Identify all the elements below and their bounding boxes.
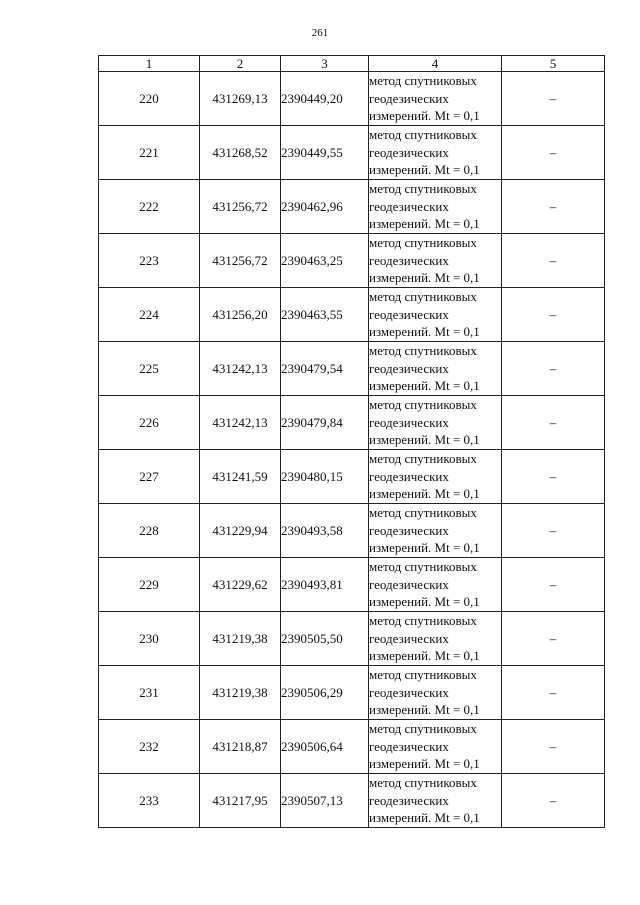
method-cell <box>369 126 502 180</box>
method-text-line: измерений. Mt = 0,1 <box>369 756 480 772</box>
method-text-line: метод спутниковых <box>369 397 477 413</box>
point-number-cell: 224 <box>99 288 200 342</box>
note-cell: – <box>502 558 605 612</box>
method-text-line: метод спутниковых <box>369 127 477 143</box>
note-cell: – <box>502 288 605 342</box>
x-coordinate-cell: 431268,52 <box>200 126 281 180</box>
table-row <box>99 234 605 288</box>
method-text-line: метод спутниковых <box>369 721 477 737</box>
point-number-cell: 226 <box>99 396 200 450</box>
method-text-line: метод спутниковых <box>369 289 477 305</box>
note-cell: – <box>502 72 605 126</box>
column-header-3: 3 <box>281 56 369 72</box>
note-cell: – <box>502 396 605 450</box>
point-number-cell: 220 <box>99 72 200 126</box>
method-text-line: измерений. Mt = 0,1 <box>369 162 480 178</box>
note-cell: – <box>502 180 605 234</box>
column-header-5: 5 <box>502 56 605 72</box>
method-text-line: измерений. Mt = 0,1 <box>369 378 480 394</box>
x-coordinate-cell: 431256,20 <box>200 288 281 342</box>
note-cell: – <box>502 774 605 828</box>
method-cell <box>369 774 502 828</box>
table-body <box>99 72 605 828</box>
method-cell <box>369 612 502 666</box>
table-row <box>99 396 605 450</box>
x-coordinate-cell: 431269,13 <box>200 72 281 126</box>
method-text-line: метод спутниковых <box>369 613 477 629</box>
table-row <box>99 450 605 504</box>
note-cell: – <box>502 612 605 666</box>
method-text-line: измерений. Mt = 0,1 <box>369 270 480 286</box>
method-cell <box>369 666 502 720</box>
note-cell: – <box>502 342 605 396</box>
x-coordinate-cell: 431229,94 <box>200 504 281 558</box>
note-cell: – <box>502 504 605 558</box>
method-text-line: геодезических <box>369 144 449 160</box>
method-text-line: метод спутниковых <box>369 343 477 359</box>
y-coordinate-cell: 2390449,55 <box>281 126 369 180</box>
y-coordinate-cell: 2390506,29 <box>281 666 369 720</box>
method-cell <box>369 72 502 126</box>
method-text-line: измерений. Mt = 0,1 <box>369 216 480 232</box>
y-coordinate-cell: 2390479,84 <box>281 396 369 450</box>
method-text-line: геодезических <box>369 360 449 376</box>
table-row <box>99 558 605 612</box>
point-number-cell: 231 <box>99 666 200 720</box>
method-text-line: геодезических <box>369 198 449 214</box>
point-number-cell: 223 <box>99 234 200 288</box>
method-text-line: измерений. Mt = 0,1 <box>369 540 480 556</box>
method-cell <box>369 504 502 558</box>
method-text-line: геодезических <box>369 684 449 700</box>
table-row <box>99 612 605 666</box>
y-coordinate-cell: 2390493,81 <box>281 558 369 612</box>
method-cell <box>369 450 502 504</box>
method-cell <box>369 558 502 612</box>
x-coordinate-cell: 431229,62 <box>200 558 281 612</box>
x-coordinate-cell: 431242,13 <box>200 396 281 450</box>
method-text-line: геодезических <box>369 738 449 754</box>
table-row <box>99 180 605 234</box>
table-row <box>99 72 605 126</box>
method-text-line: метод спутниковых <box>369 235 477 251</box>
x-coordinate-cell: 431219,38 <box>200 612 281 666</box>
x-coordinate-cell: 431219,38 <box>200 666 281 720</box>
method-text-line: измерений. Mt = 0,1 <box>369 648 480 664</box>
point-number-cell: 233 <box>99 774 200 828</box>
method-text-line: измерений. Mt = 0,1 <box>369 324 480 340</box>
method-text-line: геодезических <box>369 630 449 646</box>
method-text-line: измерений. Mt = 0,1 <box>369 486 480 502</box>
table-row <box>99 774 605 828</box>
method-text-line: метод спутниковых <box>369 667 477 683</box>
point-number-cell: 227 <box>99 450 200 504</box>
page-number: 261 <box>311 27 329 39</box>
table-row <box>99 720 605 774</box>
point-number-cell: 225 <box>99 342 200 396</box>
x-coordinate-cell: 431217,95 <box>200 774 281 828</box>
method-text-line: геодезических <box>369 522 449 538</box>
table-row <box>99 126 605 180</box>
note-cell: – <box>502 126 605 180</box>
method-text-line: геодезических <box>369 576 449 592</box>
table-row <box>99 666 605 720</box>
x-coordinate-cell: 431218,87 <box>200 720 281 774</box>
method-cell <box>369 342 502 396</box>
column-header-1: 1 <box>99 56 200 72</box>
table-row <box>99 288 605 342</box>
method-text-line: метод спутниковых <box>369 775 477 791</box>
y-coordinate-cell: 2390463,55 <box>281 288 369 342</box>
method-text-line: геодезических <box>369 468 449 484</box>
method-text-line: геодезических <box>369 252 449 268</box>
method-cell <box>369 396 502 450</box>
table-row <box>99 342 605 396</box>
method-text-line: геодезических <box>369 90 449 106</box>
x-coordinate-cell: 431256,72 <box>200 234 281 288</box>
y-coordinate-cell: 2390493,58 <box>281 504 369 558</box>
method-text-line: геодезических <box>369 306 449 322</box>
note-cell: – <box>502 666 605 720</box>
method-text-line: измерений. Mt = 0,1 <box>369 108 480 124</box>
y-coordinate-cell: 2390449,20 <box>281 72 369 126</box>
table-row <box>99 504 605 558</box>
table-header-row <box>99 56 605 72</box>
point-number-cell: 232 <box>99 720 200 774</box>
y-coordinate-cell: 2390505,50 <box>281 612 369 666</box>
y-coordinate-cell: 2390507,13 <box>281 774 369 828</box>
point-number-cell: 221 <box>99 126 200 180</box>
x-coordinate-cell: 431241,59 <box>200 450 281 504</box>
method-cell <box>369 720 502 774</box>
column-header-2: 2 <box>200 56 281 72</box>
y-coordinate-cell: 2390463,25 <box>281 234 369 288</box>
y-coordinate-cell: 2390506,64 <box>281 720 369 774</box>
method-text-line: метод спутниковых <box>369 505 477 521</box>
method-text-line: измерений. Mt = 0,1 <box>369 810 480 826</box>
method-text-line: метод спутниковых <box>369 181 477 197</box>
method-cell <box>369 180 502 234</box>
point-number-cell: 228 <box>99 504 200 558</box>
column-header-4: 4 <box>369 56 502 72</box>
y-coordinate-cell: 2390462,96 <box>281 180 369 234</box>
method-text-line: измерений. Mt = 0,1 <box>369 702 480 718</box>
y-coordinate-cell: 2390479,54 <box>281 342 369 396</box>
method-text-line: метод спутниковых <box>369 73 477 89</box>
method-cell <box>369 234 502 288</box>
method-text-line: геодезических <box>369 792 449 808</box>
y-coordinate-cell: 2390480,15 <box>281 450 369 504</box>
method-text-line: метод спутниковых <box>369 559 477 575</box>
method-text-line: измерений. Mt = 0,1 <box>369 594 480 610</box>
method-text-line: измерений. Mt = 0,1 <box>369 432 480 448</box>
coordinates-table <box>98 55 605 828</box>
method-text-line: геодезических <box>369 414 449 430</box>
note-cell: – <box>502 720 605 774</box>
x-coordinate-cell: 431256,72 <box>200 180 281 234</box>
x-coordinate-cell: 431242,13 <box>200 342 281 396</box>
note-cell: – <box>502 450 605 504</box>
note-cell: – <box>502 234 605 288</box>
point-number-cell: 222 <box>99 180 200 234</box>
point-number-cell: 229 <box>99 558 200 612</box>
point-number-cell: 230 <box>99 612 200 666</box>
method-cell <box>369 288 502 342</box>
method-text-line: метод спутниковых <box>369 451 477 467</box>
